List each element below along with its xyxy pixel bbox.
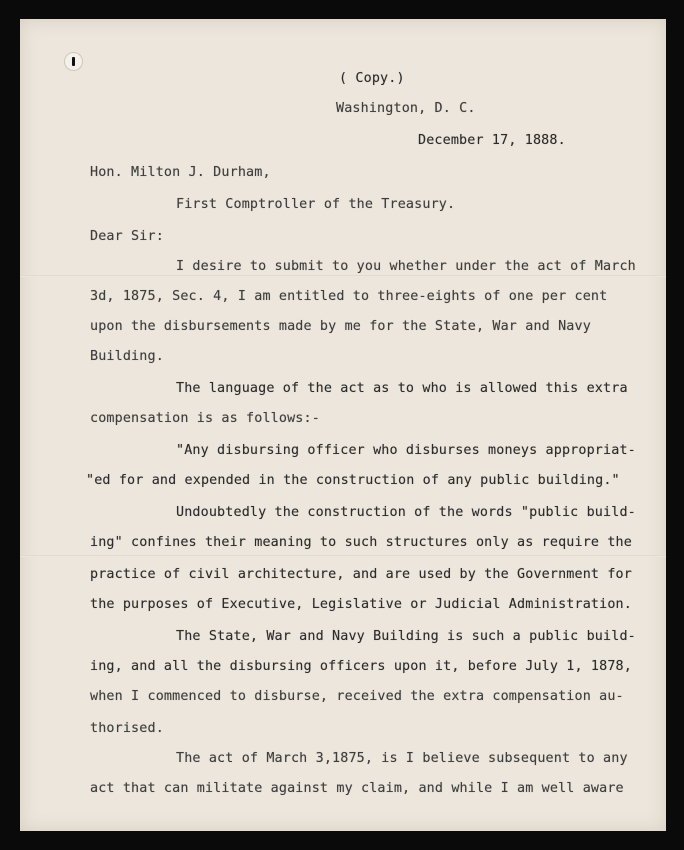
body-line: "ed for and expended in the construction of any public building." [86,473,620,488]
body-line: the purposes of Executive, Legislative or Judicial Administration. [90,597,632,612]
recipient-name: Hon. Milton J. Durham, [90,165,271,180]
body-line: Undoubtedly the construction of the words "public build- [176,505,636,520]
letter-place: Washington, D. C. [336,101,476,116]
recipient-title: First Comptroller of the Treasury. [176,197,456,212]
body-line: The State, War and Navy Building is such a public build- [176,629,636,644]
paper-fold-line [20,555,666,557]
body-line: when I commenced to disburse, received the extra compensation au- [90,689,624,704]
body-line: compensation is as follows:- [90,411,320,426]
letter-page [20,19,666,831]
body-line: Building. [90,349,164,364]
body-line: "Any disbursing officer who disburses moneys appropriat- [176,443,636,458]
body-line: ing" confines their meaning to such structures only as require the [90,535,632,550]
body-line: thorised. [90,721,164,736]
punch-hole-icon [65,53,82,70]
letter-date: December 17, 1888. [418,133,566,148]
body-line: I desire to submit to you whether under the act of March [176,259,636,274]
body-line: act that can militate against my claim, and while I am well aware [90,781,624,796]
body-line: The act of March 3,1875, is I believe subsequent to any [176,751,628,766]
body-line: upon the disbursements made by me for the State, War and Navy [90,319,591,334]
body-line: The language of the act as to who is allowed this extra [176,381,628,396]
body-line: 3d, 1875, Sec. 4, I am entitled to three-eights of one per cent [90,289,608,304]
body-line: practice of civil architecture, and are used by the Government for [90,567,632,582]
salutation: Dear Sir: [90,229,164,244]
copy-label: ( Copy.) [339,71,405,86]
paper-fold-line [20,275,666,277]
body-line: ing, and all the disbursing officers upon it, before July 1, 1878, [90,659,632,674]
